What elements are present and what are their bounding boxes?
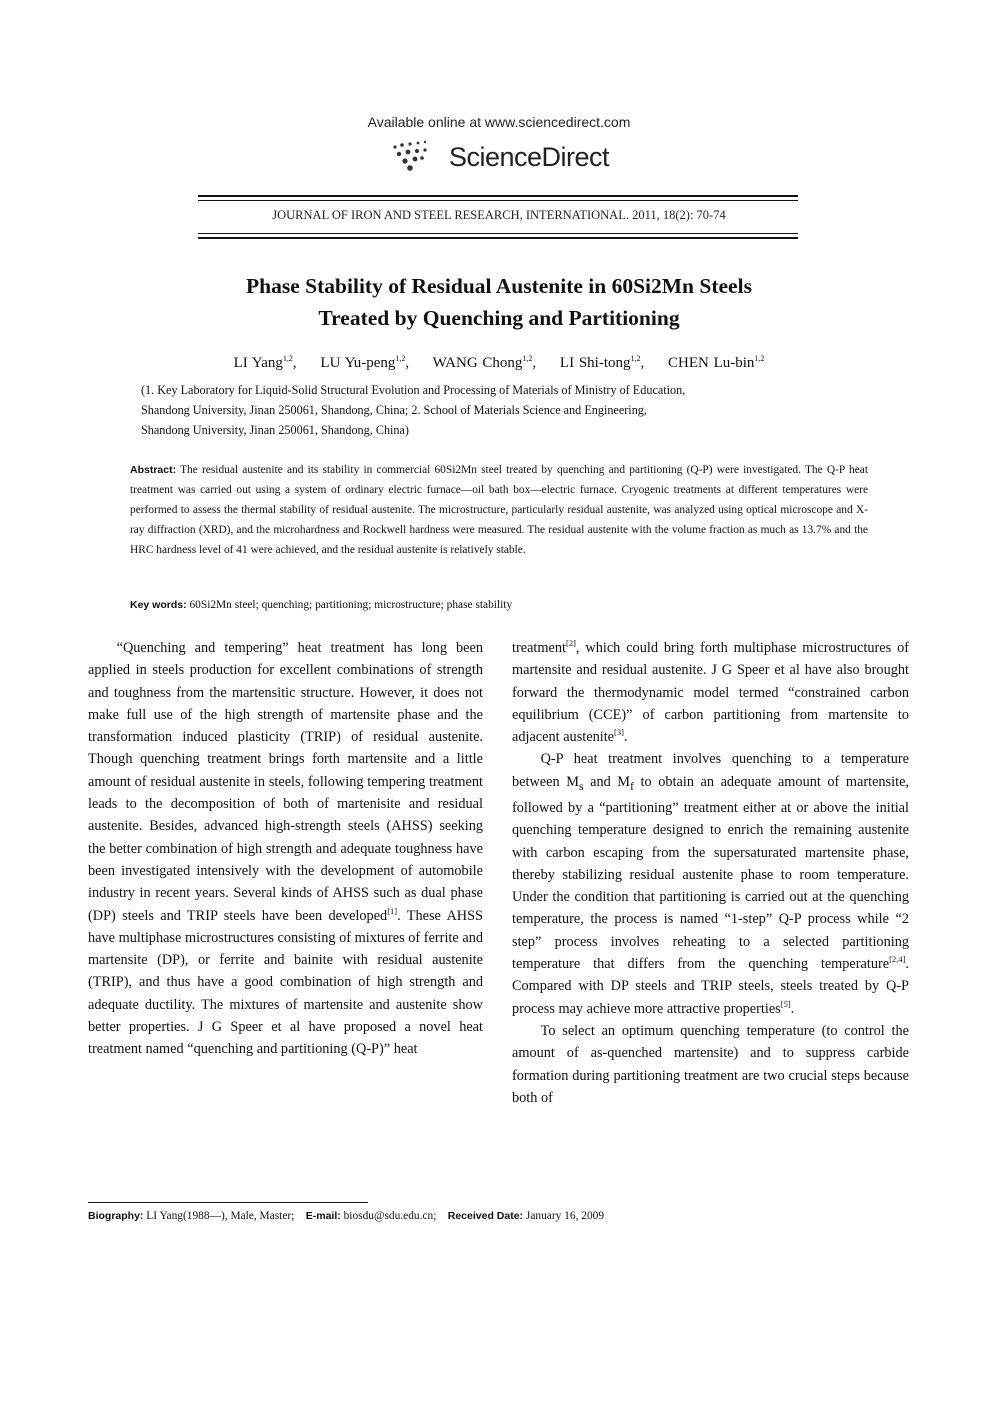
- author: WANG Chong$^{1,2}$: [432, 354, 533, 371]
- header-bottom-rule-thin: [198, 233, 798, 234]
- citation-ref[interactable]: [1]: [387, 905, 398, 916]
- body-paragraph: treatment[2], which could bring forth multiphase microstructures of martensite and residual austenite. J G Speer et al have also brought forward the thermodynamic model termed “constrained carbon equilibrium (CCE)” of carbon partitioning from martensite to adjacent austenite[3].: [512, 638, 909, 746]
- body-paragraph: To select an optimum quenching temperature (to control the amount of as-quenched martensite) and to suppress carbide formation during partitioning treatment are two crucial steps because both of: [512, 1022, 909, 1106]
- paper-title-line-1: Phase Stability of Residual Austenite in 60Si2Mn Steels: [246, 274, 752, 298]
- publisher-logo: [0, 138, 998, 181]
- author: LU Yu-peng$^{1,2}$: [320, 354, 406, 371]
- body-paragraph: “Quenching and tempering” heat treatment has long been applied in steels production for excellent combinations of strength and toughness from the martensitic structure. However, it does not make full use of the high strength of martensite phase and the transformation induced plasticity (TRIP) of residual austenite. Though quenching treatment brings forth martensite and a little amount of residual austenite in steels, following tempering treatment leads to the decomposition of both of martenisite and residual austenite. Besides, advanced high-strength steels (AHSS) seeking the better combination of high strength and adequate toughness have been investigated intensively with the development of automobile industry in recent years. Several kinds of AHSS such as dual phase (DP) steels and TRIP steels have been developed[1]. These AHSS have multiphase microstructures consisting of mixtures of ferrite and martensite (DP), or ferrite and bainite with residual austenite (TRIP), and thus have a good combination of high strength and adequate ductility. The mixtures of martensite and austenite show better properties. J G Speer et al have proposed a novel heat treatment named “quenching and partitioning (Q-P)” heat: [88, 640, 483, 1058]
- body-column-right: [512, 637, 909, 1109]
- keywords-text: 60Si2Mn steel; quenching; partitioning; microstructure; phase stability: [189, 599, 513, 611]
- keywords: [130, 599, 868, 611]
- header-top-rule: [198, 195, 798, 197]
- header-bottom-rule: [198, 237, 798, 239]
- author-email[interactable]: biosdu@sdu.edu.cn;: [343, 1210, 437, 1222]
- available-online-note: Available online at www.sciencedirect.com: [367, 114, 631, 130]
- citation-ref[interactable]: [5]: [780, 998, 791, 1009]
- paper-title-line-2: Treated by Quenching and Partitioning: [318, 306, 680, 330]
- paper-title: [60, 270, 938, 334]
- footnote: Biography: LI Yang(1988—), Male, Master; E-mail: biosdu@sdu.edu.cn; Received Date: January 16, 2009: [88, 1210, 605, 1222]
- citation-ref[interactable]: [2]: [565, 638, 576, 649]
- header-top-rule-thin: [198, 200, 798, 201]
- author: CHEN Lu-bin$^{1,2}$: [668, 354, 765, 371]
- author: LI Shi-tong$^{1,2}$: [559, 354, 641, 371]
- body-column-left: [88, 637, 483, 1061]
- abstract-text: The residual austenite and its stability in commercial 60Si2Mn steel treated by quenching and partitioning (Q-P) were investigated. The Q-P heat treatment was carried out using a system of ordinary electric furnace—oil bath box—electric furnace. Cryogenic treatments at different temperatures were performed to assess the thermal stability of residual austenite. The microstructure, particularly residual austenite, was analyzed using optical microscope and X-ray diffraction (XRD), and the microhardness and Rockwell hardness were measured. The residual austenite with the volume fraction as much as 13.7% and the HRC hardness level of 41 were achieved, and the residual austenite is relatively stable.: [130, 464, 868, 556]
- affiliations: (1. Key Laboratory for Liquid-Solid Structural Evolution and Processing of Materials of Ministry of Education, Shandong University, Jinan 250061, Shandong, China; 2. School of Materials Science and Engineering, Shandong University, Jinan 250061, Shandong, China): [141, 383, 686, 437]
- journal-citation: JOURNAL OF IRON AND STEEL RESEARCH, INTERNATIONAL. 2011, 18(2): 70-74: [272, 208, 726, 222]
- publisher-name: ScienceDirect: [448, 141, 610, 172]
- abstract: [130, 460, 868, 560]
- citation-ref[interactable]: [2,4]: [889, 954, 906, 965]
- keywords-label: Key words:: [130, 599, 187, 611]
- body-paragraph: Q-P heat treatment involves quenching to a temperature between $M_s$ and $M_f$ to obtain an adequate amount of martensite, followed by a “partitioning” treatment either at or above the initial quenching temperature designed to enrich the remaining austenite with carbon escaping from the supersaturated martensite phase, thereby stabilizing residual austenite phase to room temperature. Under the condition that partitioning is carried out at the quenching temperature, the process is named “1-step” Q-P process while “2 step” process involves reheating to a selected partitioning temperature that differs from the quenching temperature[2,4]. Compared with DP steels and TRIP steels, steels treated by Q-P process may achieve more attractive properties[5].: [512, 751, 909, 1017]
- abstract-label: Abstract:: [130, 464, 177, 476]
- author: LI Yang$^{1,2}$: [233, 354, 293, 371]
- sciencedirect-dots-icon: [389, 138, 441, 176]
- author-list: LI Yang$^{1,2}$, LU Yu-peng$^{1,2}$, WANG Chong$^{1,2}$, LI Shi-tong$^{1,2}$, CHEN Lu-bin$^{1,2}$: [233, 354, 765, 371]
- footnote-rule: [88, 1202, 368, 1203]
- citation-ref[interactable]: [3]: [614, 727, 624, 738]
